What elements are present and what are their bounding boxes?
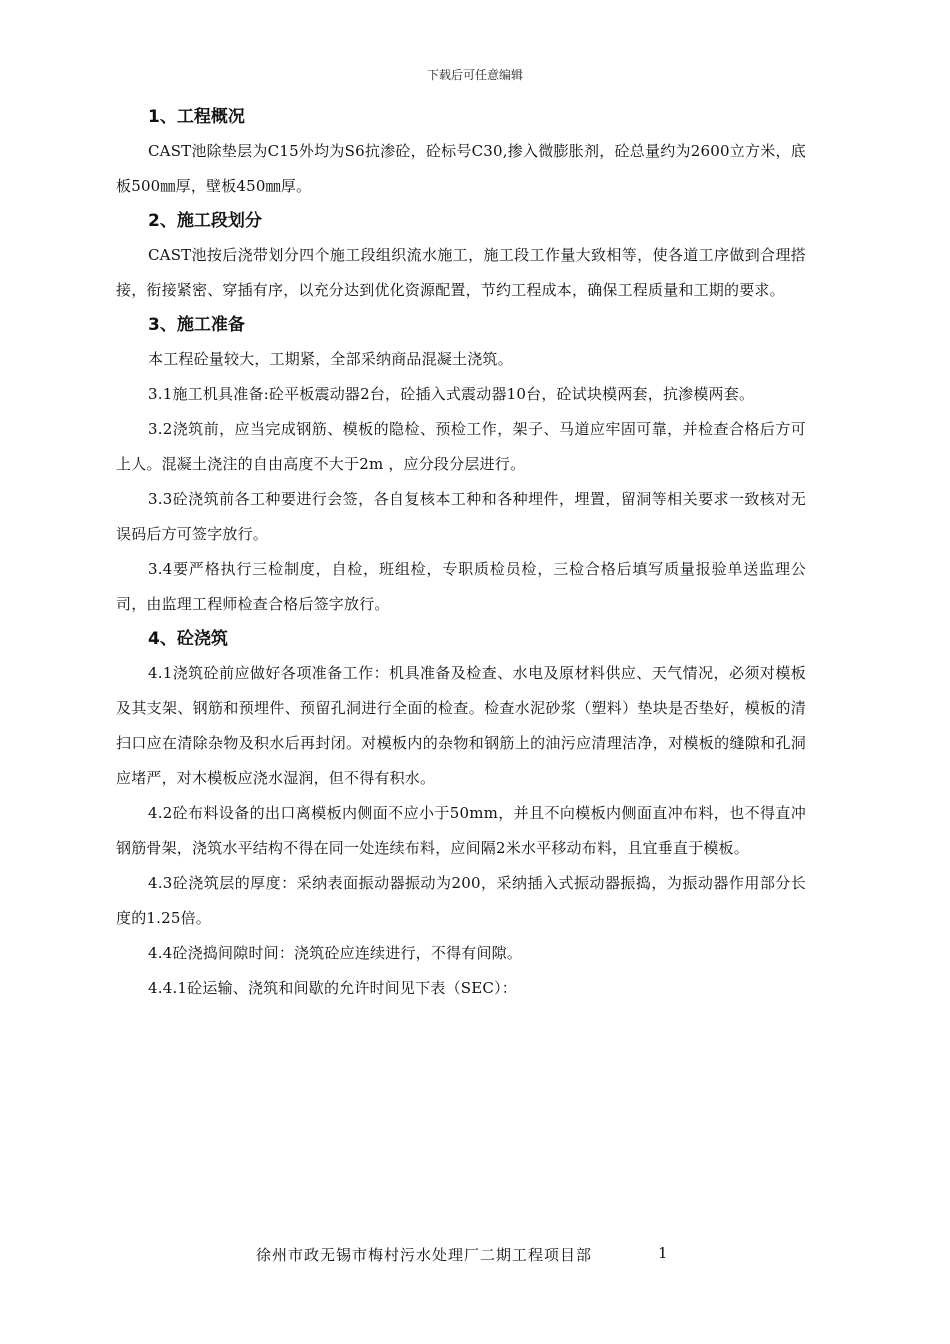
paragraph: 4.4.1砼运输、浇筑和间歇的允许时间见下表（SEC）： (148, 979, 517, 997)
section-title-preparation: 3、施工准备 (148, 315, 245, 335)
section-title-overview: 1、工程概况 (148, 107, 245, 127)
paragraph: 本工程砼量较大，工期紧，全部采纳商品混凝土浇筑。 (148, 350, 513, 368)
section-title-pouring: 4、砼浇筑 (148, 629, 228, 649)
document-body (116, 100, 806, 1006)
paragraph: 4.1浇筑砼前应做好各项准备工作：机具准备及检查、水电及原材料供应、天气情况，必须对模板及其支架、钢筋和预埋件、预留孔洞进行全面的检查。检查水泥砂浆（塑料）垫块是否垫好，模板的清扫口应在清除杂物及积水后再封闭。对模板内的杂物和钢筋上的油污应清理洁净，对模板的缝隙和孔洞应堵严，对木模板应浇水湿润，但不得有积水。 (116, 664, 806, 787)
paragraph: 4.3砼浇筑层的厚度：采纳表面振动器振动为200，采纳插入式振动器振捣，为振动器作用部分长度的1.25倍。 (116, 874, 806, 927)
paragraph: CAST池除垫层为C15外均为S6抗渗砼，砼标号C30,掺入微膨胀剂，砼总量约为2600立方米，底板500㎜厚，壁板450㎜厚。 (116, 142, 806, 195)
header-note: 下载后可任意编辑 (426, 68, 523, 82)
paragraph: 3.4要严格执行三检制度，自检，班组检，专职质检员检，三检合格后填写质量报验单送监理公司，由监理工程师检查合格后签字放行。 (116, 560, 806, 613)
paragraph: 3.2浇筑前，应当完成钢筋、模板的隐检、预检工作，架子、马道应牢固可靠，并检查合格后方可上人。混凝土浇注的自由高度不大于2m ，应分段分层进行。 (116, 420, 806, 473)
paragraph: 3.3砼浇筑前各工种要进行会签，各自复核本工种和各种埋件，埋置，留洞等相关要求一致核对无误码后方可签字放行。 (116, 490, 806, 543)
paragraph: 4.2砼布料设备的出口离模板内侧面不应小于50mm，并且不向模板内侧面直冲布料，也不得直冲钢筋骨架，浇筑水平结构不得在同一处连续布料，应间隔2米水平移动布料，且宜垂直于模板。 (116, 804, 806, 857)
page-number: 1 (658, 1244, 669, 1262)
paragraph: 3.1施工机具准备:砼平板震动器2台，砼插入式震动器10台，砼试块模两套，抗渗模两套。 (148, 385, 755, 403)
paragraph: 4.4砼浇捣间隙时间：浇筑砼应连续进行，不得有间隙。 (148, 944, 523, 962)
paragraph: CAST池按后浇带划分四个施工段组织流水施工，施工段工作量大致相等，使各道工序做到合理搭接，衔接紧密、穿插有序，以充分达到优化资源配置，节约工程成本，确保工程质量和工期的要求。 (116, 246, 806, 299)
footer-project-name: 徐州市政无锡市梅村污水处理厂二期工程项目部 (256, 1246, 593, 1264)
section-title-phases: 2、施工段划分 (148, 211, 262, 231)
